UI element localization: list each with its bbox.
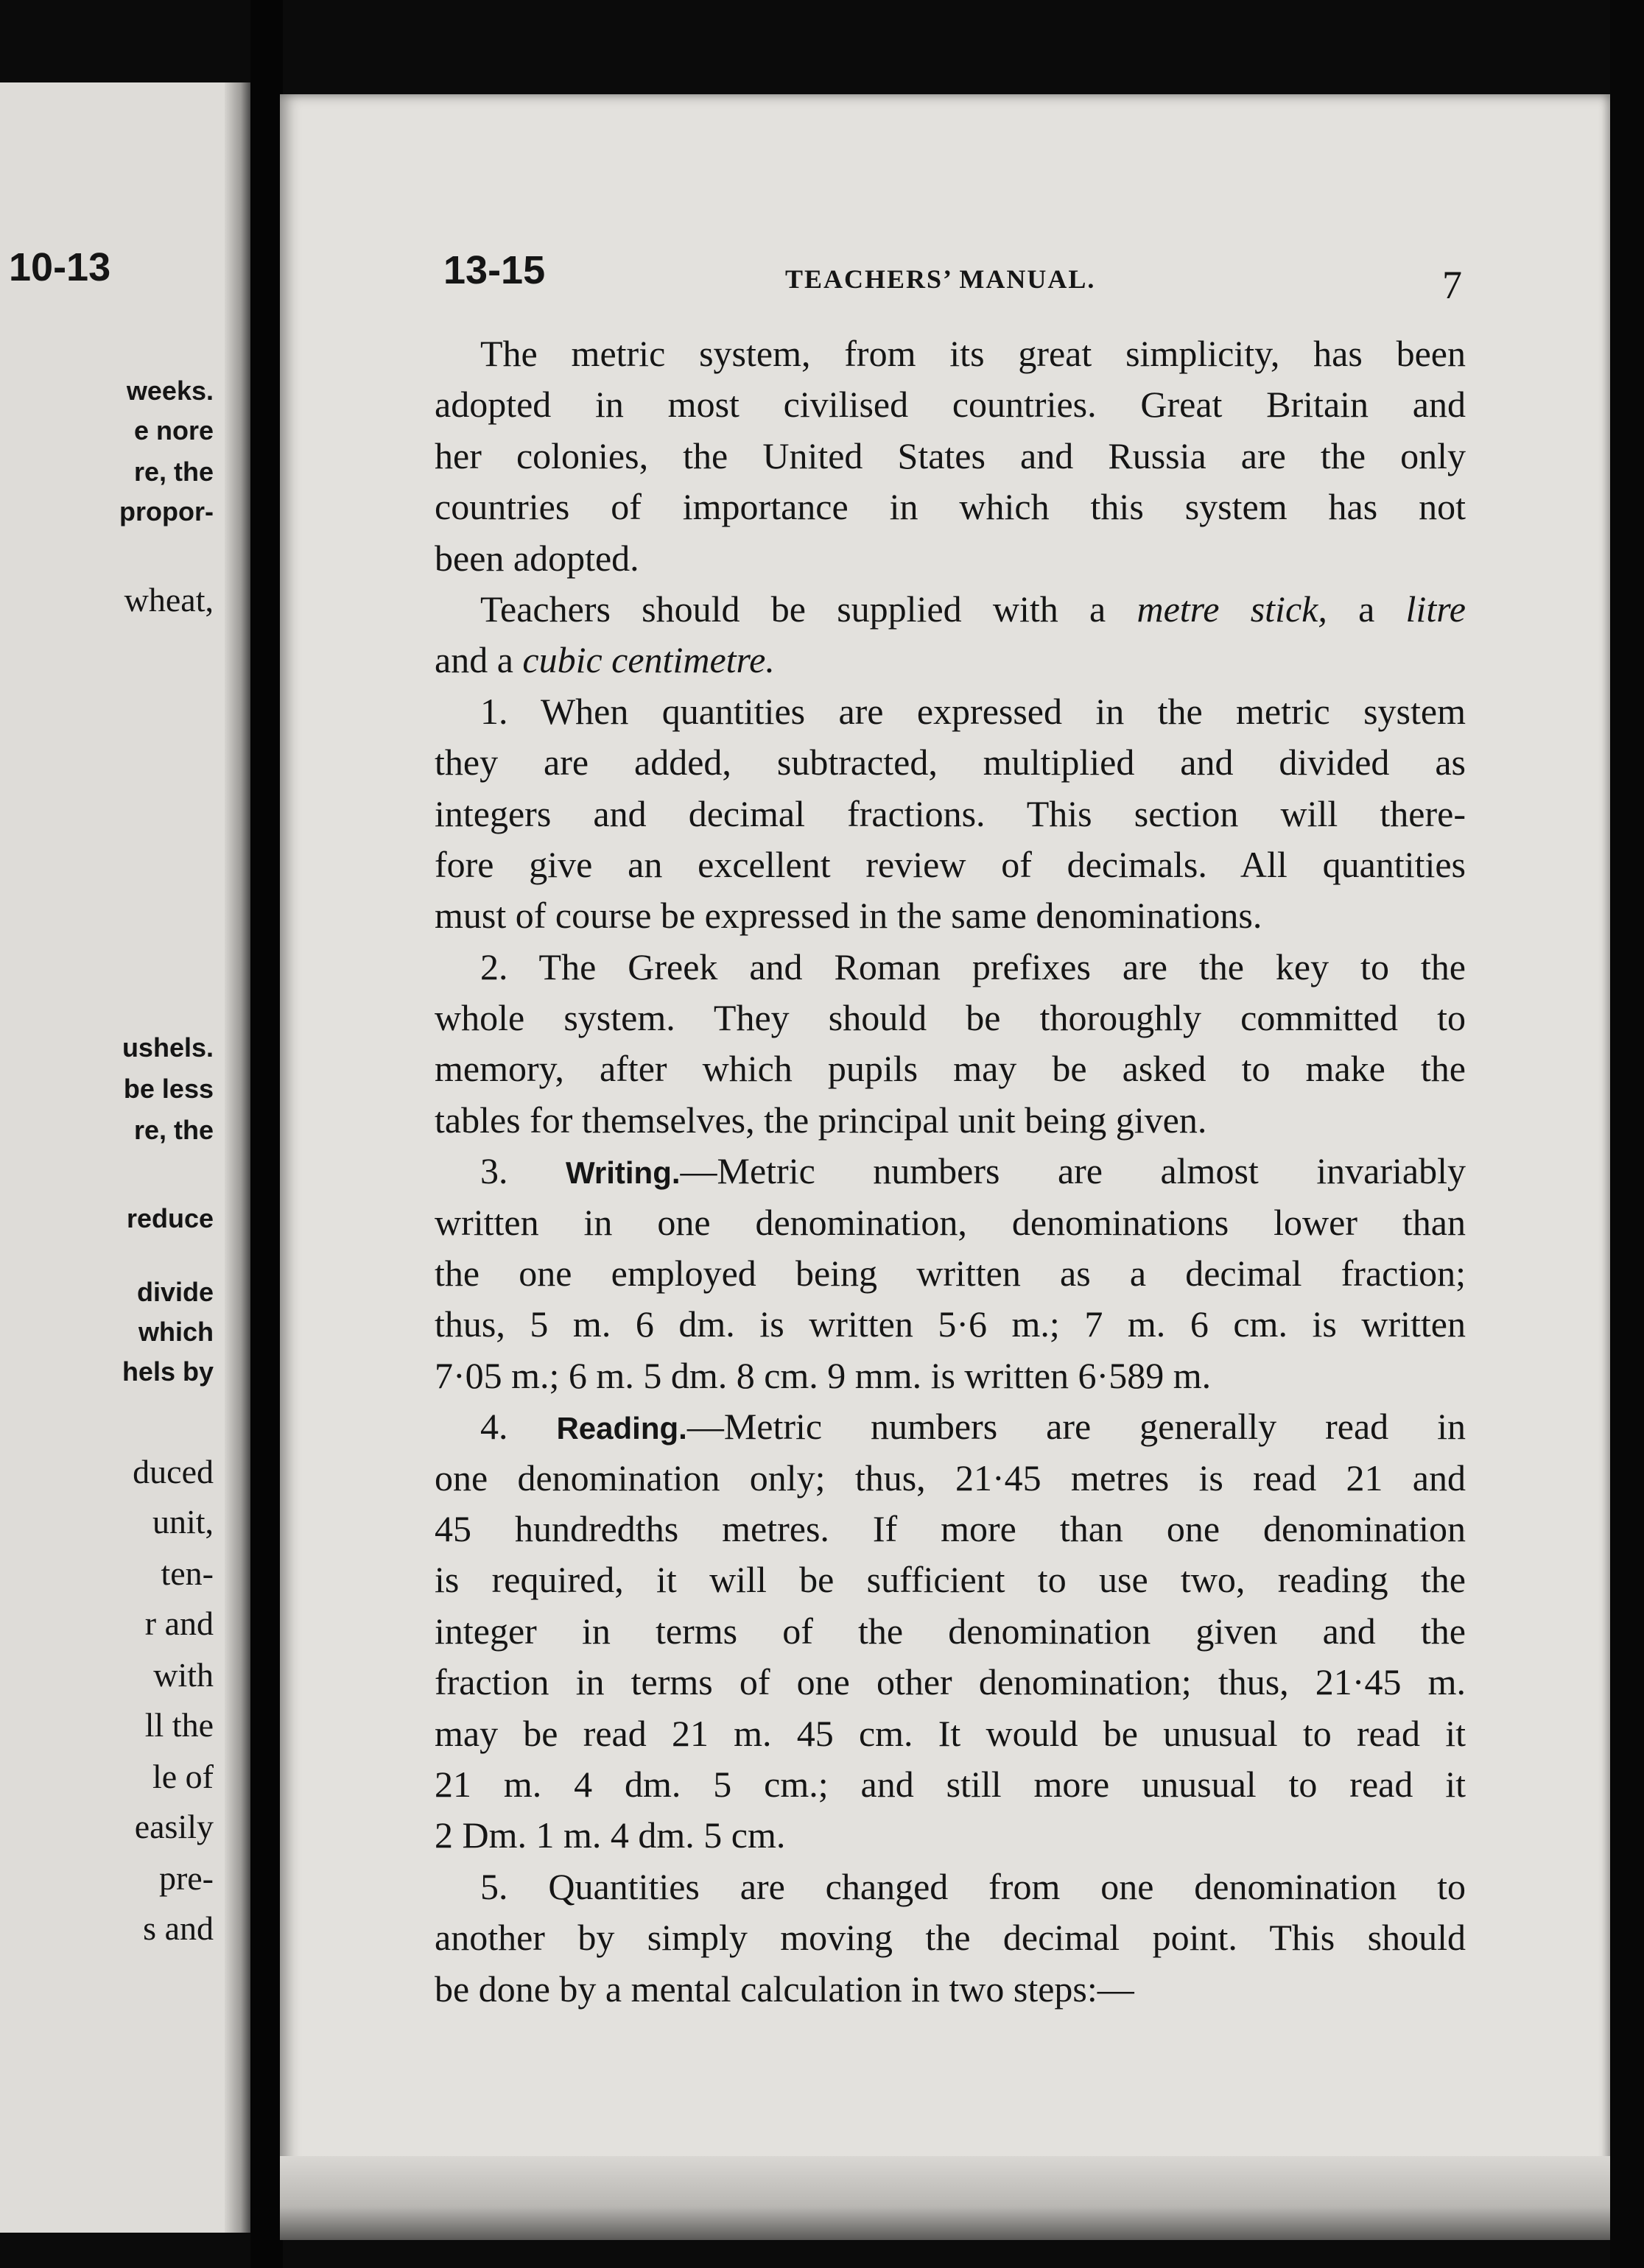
text-line: been adopted. (435, 537, 639, 579)
fragment-line: propor- (119, 496, 214, 526)
text-line: another by simply moving the decimal point. This should (435, 1917, 1466, 1959)
previous-page-fragment (0, 82, 250, 2233)
fragment-word: wheat, (124, 581, 214, 619)
fragment-line: pre- (158, 1859, 214, 1897)
text-line: 2 Dm. 1 m. 4 dm. 5 cm. (435, 1814, 786, 1856)
page-edge-shadow (225, 82, 250, 2233)
text-line: one denomination only; thus, 21·45 metres is read 21 and (435, 1457, 1466, 1498)
text-line (435, 1146, 1466, 1197)
text-line: 5. Quantities are changed from one denomination to (480, 1865, 1466, 1907)
bold-heading: Writing. (565, 1155, 681, 1191)
fragment-line: e nore (133, 415, 214, 446)
text-line: 45 hundredths metres. If more than one denomination (435, 1507, 1466, 1549)
text-line (435, 584, 1466, 635)
text-line: be done by a mental calculation in two steps:— (435, 1968, 1134, 2010)
fragment-line: reduce (126, 1203, 214, 1233)
page-number: 7 (1442, 263, 1462, 307)
previous-page-section: 10-13 (9, 245, 111, 289)
fragment-line: r and (144, 1605, 214, 1642)
text-line: integers and decimal fractions. This section will there- (435, 792, 1466, 834)
text-line: 1. When quantities are expressed in the metric system (480, 690, 1466, 732)
text-line: written in one denomination, denominations lower than (435, 1201, 1466, 1243)
fragment-line: weeks. (126, 376, 214, 406)
text-line: fore give an excellent review of decimals. All quantities (435, 843, 1466, 885)
text-line: her colonies, the United States and Russia are the only (435, 434, 1466, 476)
fragment-line: duced (133, 1453, 214, 1490)
fragment-line: divide (136, 1277, 214, 1307)
text-line (435, 1401, 1466, 1452)
page-bottom-edge (280, 2156, 1610, 2240)
fragment-line: with (153, 1656, 214, 1694)
text-line: they are added, subtracted, multiplied and divided as (435, 742, 1466, 783)
text-line: adopted in most civilised countries. Great Britain and (435, 384, 1466, 426)
fragment-line: hels by (122, 1356, 214, 1387)
text-line (435, 635, 1466, 686)
fragment-line: ushels. (122, 1032, 214, 1063)
text-line: The metric system, from its great simplicity, has been (480, 333, 1466, 374)
fragment-line: re, the (133, 457, 214, 487)
text-line: thus, 5 m. 6 dm. is written 5·6 m.; 7 m. 6 cm. is written (435, 1303, 1466, 1345)
fragment-line: be less (123, 1074, 214, 1104)
text-line: is required, it will be sufficient to use two, reading the (435, 1559, 1466, 1601)
fragment-line: s and (143, 1909, 214, 1947)
italic-term: litre (1405, 588, 1466, 630)
text-line: fraction in terms of one other denomination; thus, 21·45 m. (435, 1661, 1466, 1703)
fragment-line: re, the (133, 1115, 214, 1145)
text-run: a (1358, 588, 1375, 630)
text-line: the one employed being written as a decimal fraction; (435, 1253, 1466, 1295)
book-gutter (250, 0, 283, 2268)
text-line: 21 m. 4 dm. 5 cm.; and still more unusual to read it (435, 1763, 1466, 1805)
text-line: integer in terms of the denomination given and the (435, 1610, 1466, 1652)
text-run: Teachers should be supplied with a (480, 588, 1106, 630)
text-line: memory, after which pupils may be asked to make the (435, 1048, 1466, 1090)
fragment-line: ten- (161, 1554, 214, 1592)
section-range: 13-15 (443, 248, 546, 292)
item-number: 3. (480, 1150, 508, 1192)
italic-term: metre stick, (1137, 588, 1327, 630)
text-line: tables for themselves, the principal unit being given. (435, 1099, 1207, 1141)
text-line: may be read 21 m. 45 cm. It would be unusual to read it (435, 1712, 1466, 1754)
page-body-text (435, 328, 1466, 2015)
fragment-line: unit, (152, 1503, 214, 1540)
fragment-line: which (138, 1317, 214, 1347)
text-line: whole system. They should be thoroughly committed to (435, 997, 1466, 1039)
fragment-line: ll the (144, 1706, 214, 1744)
text-line: 2. The Greek and Roman prefixes are the key to the (480, 945, 1466, 987)
italic-term: cubic centimetre. (522, 639, 775, 681)
text-line: must of course be expressed in the same denominations. (435, 895, 1262, 937)
text-line: 7·05 m.; 6 m. 5 dm. 8 cm. 9 mm. is written 6·589 m. (435, 1354, 1212, 1396)
bold-heading: Reading. (556, 1411, 687, 1446)
running-title: TEACHERS’ MANUAL. (785, 264, 1096, 294)
item-number: 4. (480, 1406, 508, 1448)
text-run: —Metric numbers are almost invariably (680, 1150, 1466, 1192)
fragment-line: easily (134, 1808, 214, 1845)
scan-border (1610, 0, 1644, 2268)
text-run: —Metric numbers are generally read in (686, 1406, 1466, 1448)
text-run: and a (435, 639, 513, 681)
text-line: countries of importance in which this system has not (435, 486, 1466, 528)
fragment-line: le of (152, 1758, 214, 1795)
